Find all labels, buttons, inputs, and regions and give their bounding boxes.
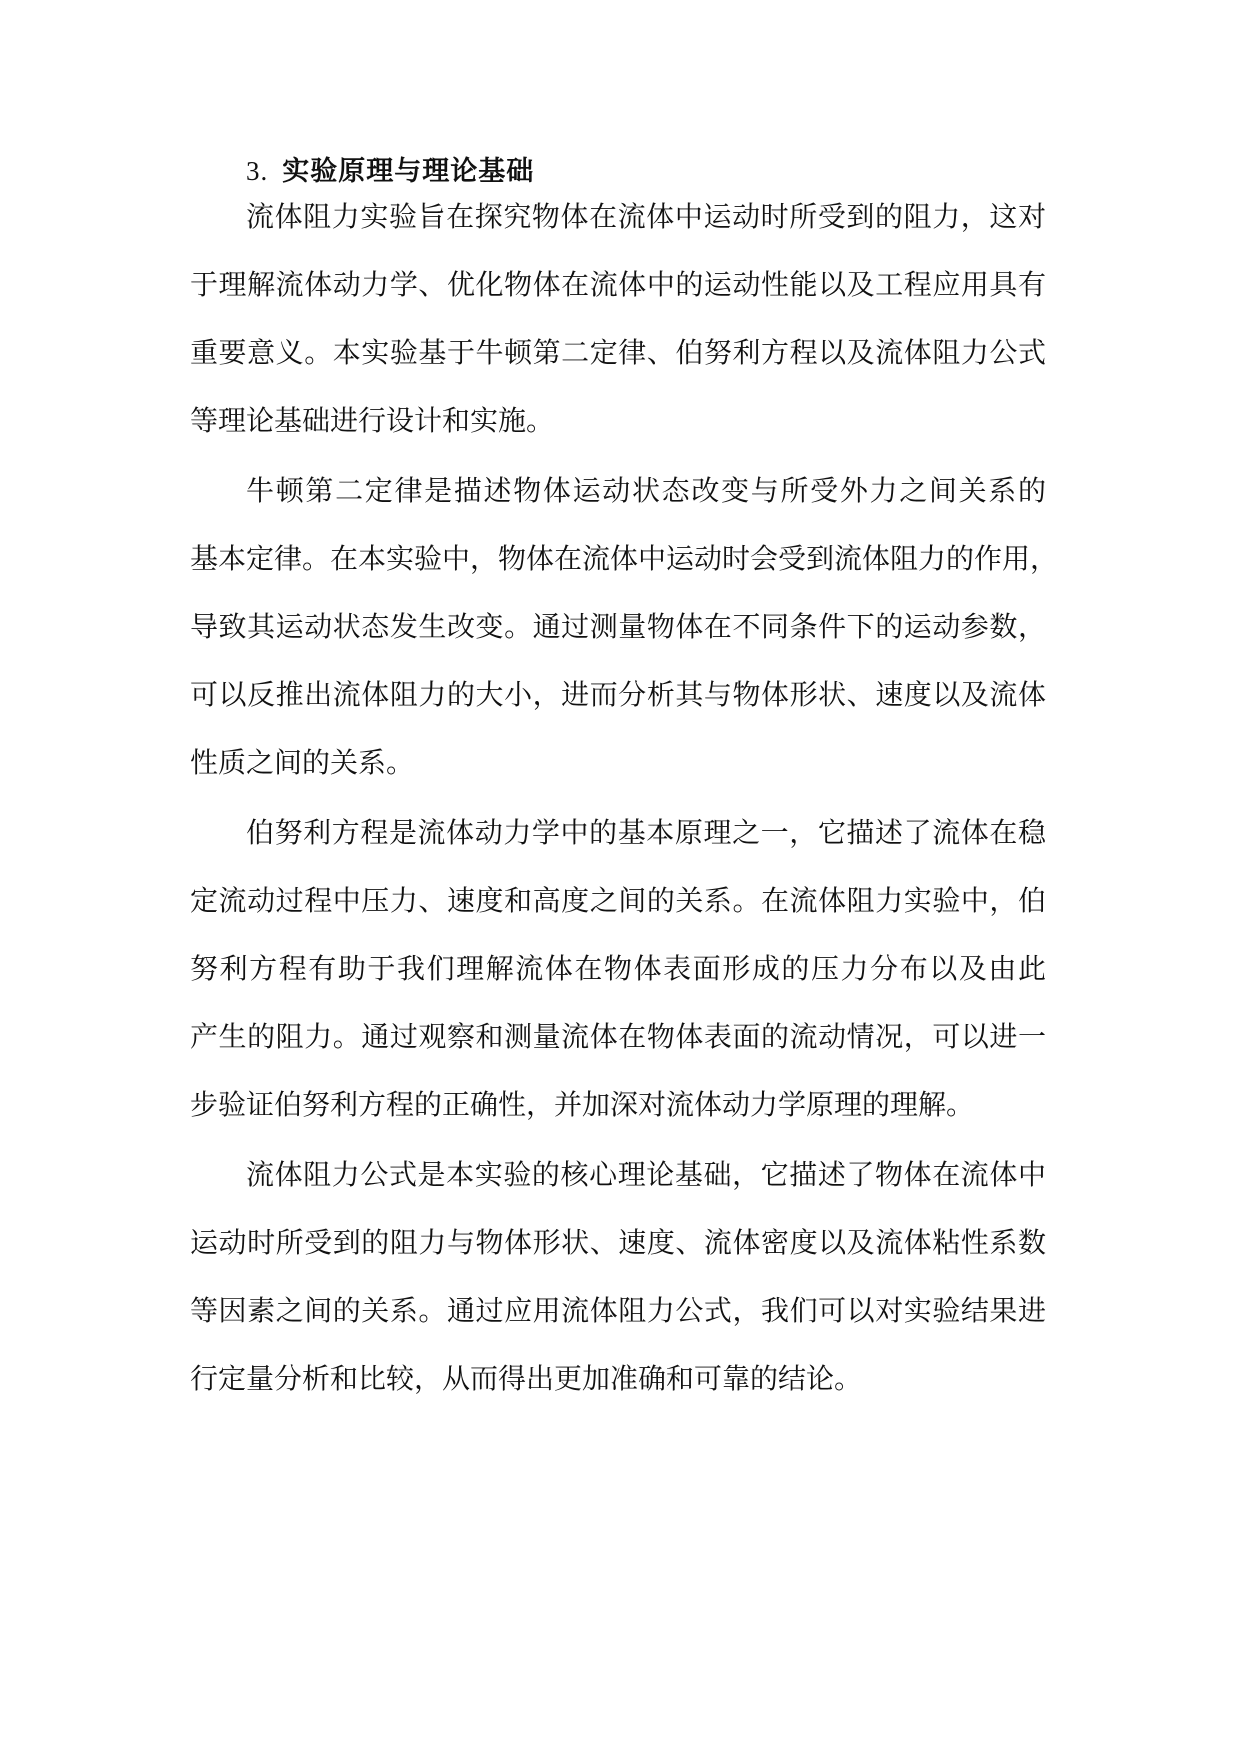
paragraph-4-line-3: 等因素之间的关系。通过应用流体阻力公式，我们可以对实验结果进 (190, 1294, 1046, 1327)
paragraph-1-line-4: 等理论基础进行设计和实施。 (190, 404, 555, 437)
paragraph-3-line-4: 产生的阻力。通过观察和测量流体在物体表面的流动情况，可以进一 (190, 1020, 1046, 1053)
section-number: 3. (246, 156, 269, 186)
paragraph-3-line-1: 伯努利方程是流体动力学中的基本原理之一，它描述了流体在稳 (246, 816, 1046, 849)
section-title: 实验原理与理论基础 (282, 156, 535, 187)
paragraph-3-line-5: 步验证伯努利方程的正确性，并加深对流体动力学原理的理解。 (190, 1088, 975, 1121)
paragraph-2-line-2: 基本定律。在本实验中，物体在流体中运动时会受到流体阻力的作用， (190, 542, 1059, 575)
paragraph-4-line-2: 运动时所受到的阻力与物体形状、速度、流体密度以及流体粘性系数 (190, 1226, 1046, 1259)
paragraph-1-line-1: 流体阻力实验旨在探究物体在流体中运动时所受到的阻力，这对 (246, 200, 1046, 233)
paragraph-2-line-5: 性质之间的关系。 (190, 746, 415, 779)
paragraph-4-line-1: 流体阻力公式是本实验的核心理论基础，它描述了物体在流体中 (246, 1158, 1046, 1191)
paragraph-1-line-2: 于理解流体动力学、优化物体在流体中的运动性能以及工程应用具有 (190, 268, 1046, 301)
paragraph-2-line-1: 牛顿第二定律是描述物体运动状态改变与所受外力之间关系的 (246, 474, 1046, 507)
paragraph-1-line-3: 重要意义。本实验基于牛顿第二定律、伯努利方程以及流体阻力公式 (190, 336, 1046, 369)
paragraph-3-line-2: 定流动过程中压力、速度和高度之间的关系。在流体阻力实验中，伯 (190, 884, 1046, 917)
paragraph-2-line-3: 导致其运动状态发生改变。通过测量物体在不同条件下的运动参数， (190, 610, 1046, 643)
section-heading (246, 150, 534, 193)
paragraph-3-line-3: 努利方程有助于我们理解流体在物体表面形成的压力分布以及由此 (190, 952, 1046, 985)
paragraph-4-line-4: 行定量分析和比较，从而得出更加准确和可靠的结论。 (190, 1362, 863, 1395)
paragraph-2-line-4: 可以反推出流体阻力的大小，进而分析其与物体形状、速度以及流体 (190, 678, 1046, 711)
